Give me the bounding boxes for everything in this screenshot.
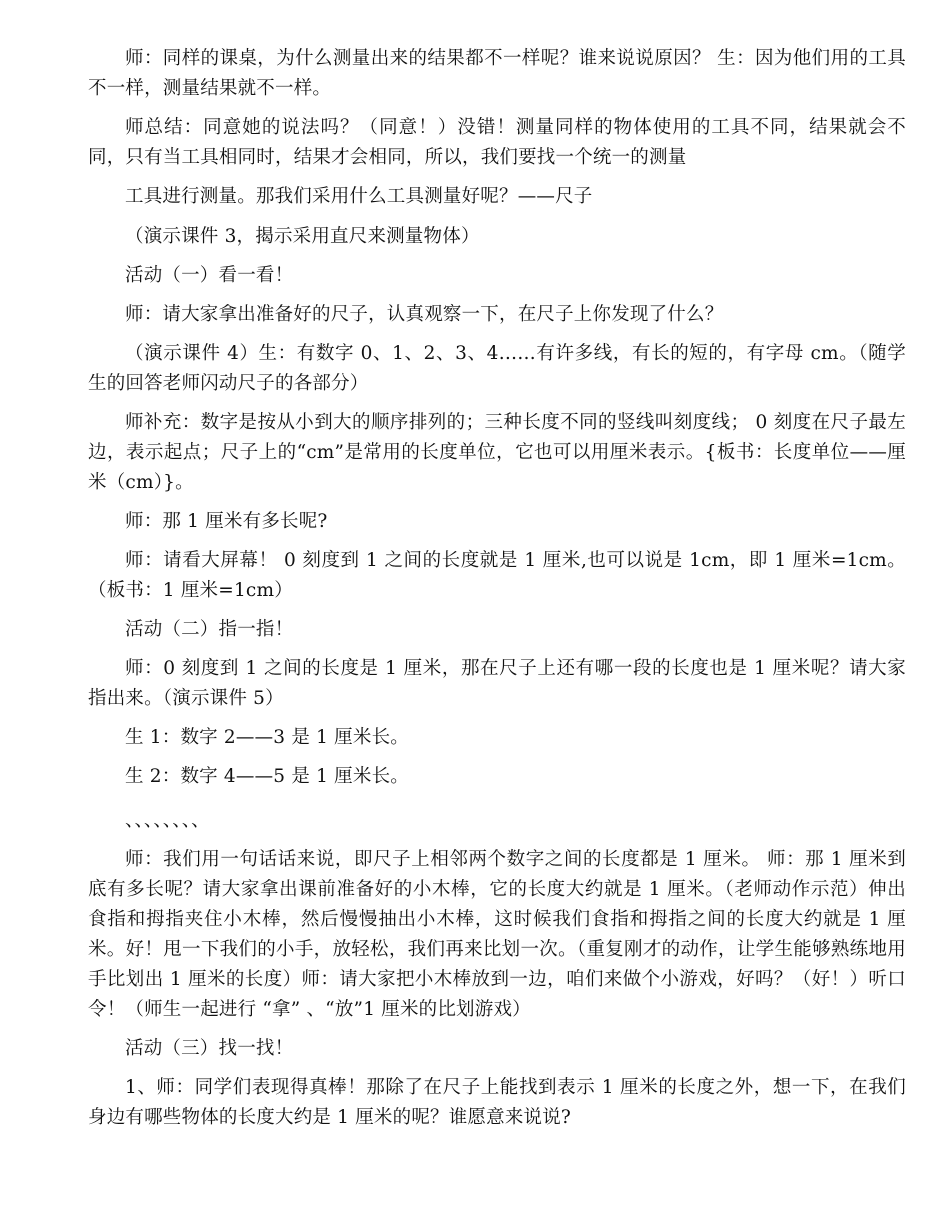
- paragraph: 师：那 1 厘米有多长呢?: [125, 511, 328, 532]
- paragraph: 生 2：数字 4——5 是 1 厘米长。: [125, 766, 409, 787]
- paragraph: （演示课件 3，揭示采用直尺来测量物体）: [125, 226, 480, 247]
- paragraph: 师：同样的课桌，为什么测量出来的结果都不一样呢？谁来说说原因？ 生：因为他们用的工具不一样，测量结果就不一样。: [88, 48, 906, 99]
- paragraph: （演示课件 4）生：有数字 0、1、2、3、4……有许多线，有长的短的，有字母 cm。（随学生的回答老师闪动尺子的各部分）: [88, 343, 906, 394]
- document-page: [88, 44, 906, 1142]
- activity-heading: 活动（三）找一找！: [125, 1038, 294, 1059]
- paragraph: 师：请大家拿出准备好的尺子，认真观察一下，在尺子上你发现了什么？: [125, 304, 724, 325]
- ellipsis-marks: 、、、、、、、、: [125, 810, 210, 831]
- paragraph: 生 1：数字 2——3 是 1 厘米长。: [125, 727, 409, 748]
- activity-heading: 活动（一）看一看！: [125, 265, 294, 286]
- paragraph: 师：我们用一句话话来说，即尺子上相邻两个数字之间的长度都是 1 厘米。 师：那 1 厘米到底有多长呢？请大家拿出课前准备好的小木棒，它的长度大约就是 1 厘米。（老师动作示范）伸出食指和拇指夹住小木棒，然后慢慢抽出小木棒，这时候我们食指和拇指之间的长度大约就是 1 厘米。好！甩一下我们的小手，放轻松，我们再来比划一次。（重复刚才的动作，让学生能够熟练地用手比划出 1 厘米的长度）师：请大家把小木棒放到一边，咱们来做个小游戏，好吗？（好！）听口令！（师生一起进行 “拿” 、“放”1 厘米的比划游戏）: [88, 849, 906, 1020]
- paragraph: 师：请看大屏幕！ 0 刻度到 1 之间的长度就是 1 厘米,也可以说是 1cm，即 1 厘米=1cm。（板书：1 厘米=1cm）: [88, 550, 906, 601]
- paragraph: 师总结：同意她的说法吗？（同意！）没错！测量同样的物体使用的工具不同，结果就会不同，只有当工具相同时，结果才会相同，所以，我们要找一个统一的测量: [88, 117, 906, 168]
- paragraph: 师补充：数字是按从小到大的顺序排列的；三种长度不同的竖线叫刻度线； 0 刻度在尺子最左边，表示起点；尺子上的“cm”是常用的长度单位，它也可以用厘米表示。{板书：长度单位——厘米（cm）}。: [88, 412, 906, 493]
- paragraph: 工具进行测量。那我们采用什么工具测量好呢？——尺子: [125, 186, 593, 207]
- activity-heading: 活动（二）指一指！: [125, 619, 294, 640]
- paragraph: 师：0 刻度到 1 之间的长度是 1 厘米，那在尺子上还有哪一段的长度也是 1 厘米呢？请大家指出来。（演示课件 5）: [88, 658, 906, 709]
- paragraph: 1、师：同学们表现得真棒！那除了在尺子上能找到表示 1 厘米的长度之外，想一下，在我们身边有哪些物体的长度大约是 1 厘米的呢？谁愿意来说说?: [88, 1077, 906, 1128]
